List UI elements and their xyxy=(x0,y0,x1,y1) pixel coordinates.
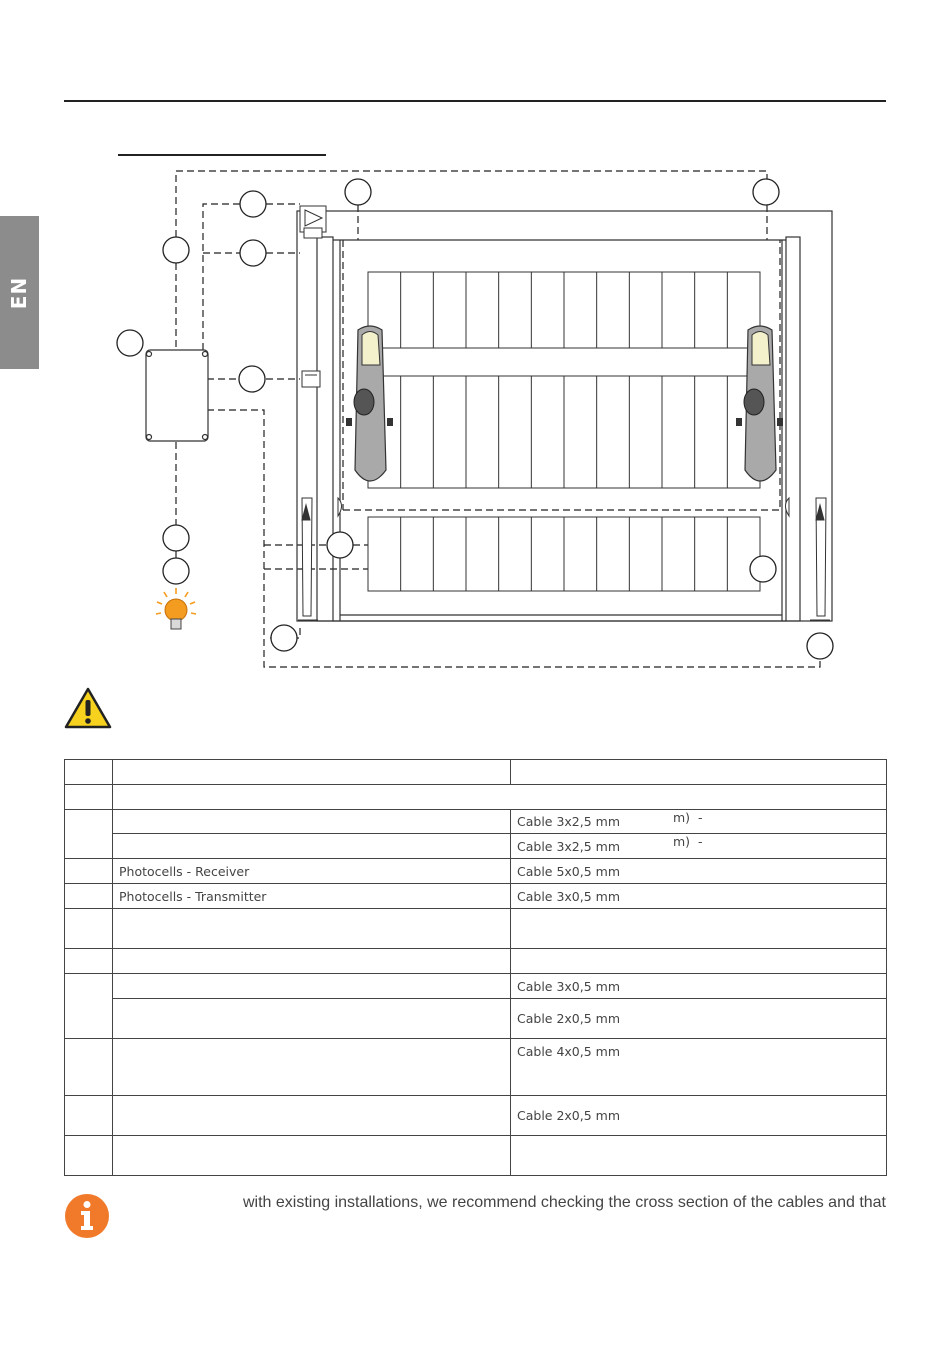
photocell-column-right xyxy=(810,498,830,620)
table-cell-cable: Cable 2x0,5 mm xyxy=(511,999,887,1039)
table-row xyxy=(65,859,887,884)
table-cell-description xyxy=(113,999,511,1039)
control-unit xyxy=(146,350,208,441)
table-cell-description: Photocells - Receiver xyxy=(113,859,511,884)
header-rule xyxy=(64,100,886,102)
section-title-underline xyxy=(118,154,326,156)
table-row xyxy=(65,1136,887,1176)
cable-suffix: m) - xyxy=(673,834,703,849)
table-row xyxy=(65,834,887,859)
table-cell-description xyxy=(113,760,511,785)
table-cell-cable xyxy=(511,810,887,834)
table-row xyxy=(65,760,887,785)
table-row xyxy=(65,810,887,834)
table-cell-description xyxy=(113,1039,511,1096)
language-tab-label: EN xyxy=(7,276,32,309)
table-cell-ref xyxy=(65,859,113,884)
installation-note: with existing installations, we recommend checking the cross section of the cables and that xyxy=(243,1194,886,1211)
table-row xyxy=(65,999,887,1039)
table-cell-description xyxy=(113,810,511,834)
table-cell-ref xyxy=(65,884,113,909)
photocell-column-left xyxy=(298,498,318,620)
table-cell-cable xyxy=(511,909,887,949)
table-row xyxy=(65,785,887,810)
warning-icon xyxy=(63,686,113,730)
table-row xyxy=(65,1096,887,1136)
table-cell-description xyxy=(113,949,511,974)
cable-table xyxy=(64,759,887,1176)
cable-spec: Cable 3x2,5 mm xyxy=(517,814,621,829)
flashing-light-symbol xyxy=(300,206,326,238)
table-cell-cable xyxy=(511,834,887,859)
lamp-icon xyxy=(156,588,196,629)
table-cell-cable xyxy=(511,760,887,785)
key-selector-symbol xyxy=(302,371,320,387)
table-row xyxy=(65,909,887,949)
table-cell-ref xyxy=(65,1096,113,1136)
table-cell-description xyxy=(113,1136,511,1176)
table-cell-description: Photocells - Transmitter xyxy=(113,884,511,909)
table-cell-cable: Cable 4x0,5 mm xyxy=(511,1039,887,1096)
table-cell-ref xyxy=(65,785,113,810)
cable-suffix: m) - xyxy=(673,810,703,825)
table-row xyxy=(65,974,887,999)
table-cell-cable: Cable 3x0,5 mm xyxy=(511,884,887,909)
table-cell-cable xyxy=(511,949,887,974)
table-cell-description xyxy=(113,785,887,810)
installation-diagram xyxy=(0,160,950,680)
info-icon xyxy=(64,1193,110,1239)
table-cell-ref xyxy=(65,1039,113,1096)
table-cell-cable: Cable 5x0,5 mm xyxy=(511,859,887,884)
table-cell-description xyxy=(113,909,511,949)
table-cell-ref xyxy=(65,974,113,1039)
table-cell-ref xyxy=(65,909,113,949)
table-cell-ref xyxy=(65,1136,113,1176)
table-cell-cable xyxy=(511,1136,887,1176)
table-cell-description xyxy=(113,1096,511,1136)
table-cell-description xyxy=(113,974,511,999)
table-cell-cable: Cable 3x0,5 mm xyxy=(511,974,887,999)
table-cell-ref xyxy=(65,810,113,859)
table-cell-cable: Cable 2x0,5 mm xyxy=(511,1096,887,1136)
table-cell-description xyxy=(113,834,511,859)
table-row xyxy=(65,949,887,974)
table-cell-ref xyxy=(65,949,113,974)
table-cell-ref xyxy=(65,760,113,785)
table-row xyxy=(65,884,887,909)
cable-spec: Cable 3x2,5 mm xyxy=(517,838,621,854)
table-row xyxy=(65,1039,887,1096)
gate-photocell-left xyxy=(338,498,342,516)
